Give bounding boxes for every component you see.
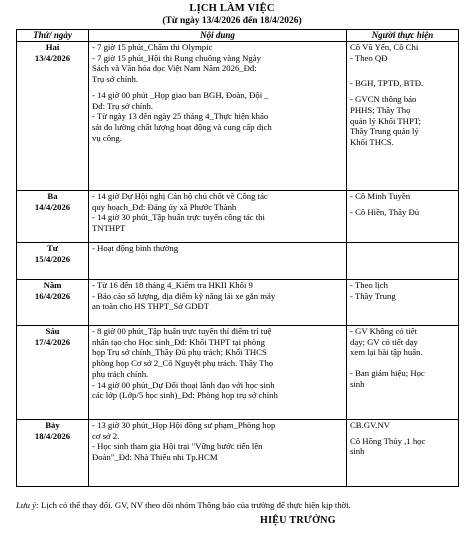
content-cell-line: Trụ sở chính. xyxy=(92,74,139,85)
people-cell-line: - GV Không có tiết xyxy=(350,326,417,336)
content-cell-line: các lớp (Lớp/5 học sinh)_Đđ: Phòng họp trụ sở chính xyxy=(92,390,278,401)
people-cell-line: PHHS; Thầy Thọ xyxy=(350,104,411,115)
content-cell-line: TNTHPT xyxy=(92,223,126,234)
content-cell-line: - Từ ngày 13 đến ngày 25 tháng 4_Thực hiện khảo xyxy=(92,111,269,122)
page-title: LỊCH LÀM VIỆC xyxy=(189,3,275,14)
note-label: Lưu ý: xyxy=(16,500,39,510)
table-row xyxy=(17,280,459,326)
people-cell-line: dạy; GV có tiết dạy xyxy=(350,336,418,347)
people-cell xyxy=(347,42,459,191)
content-cell xyxy=(89,191,347,243)
day-name: Ba xyxy=(47,191,58,201)
people-cell xyxy=(347,191,459,243)
day-date: 13/4/2026 xyxy=(34,52,71,63)
content-cell-line: - 14 giờ 00 phút_Dự Đối thoại lãnh đạo với học sinh xyxy=(92,379,275,390)
people-cell-line: - Thầy Trung xyxy=(350,290,396,301)
table-header-row xyxy=(17,30,459,42)
people-cell xyxy=(347,326,459,420)
people-cell-line: xem lại bài tập huấn. xyxy=(350,347,423,358)
people-cell-line: Thầy Trung quản lý xyxy=(350,126,419,137)
people-cell xyxy=(347,243,459,280)
table-row xyxy=(17,191,459,243)
people-cell-line: Khối THCS. xyxy=(350,136,394,147)
table-row xyxy=(17,243,459,280)
people-cell-line: - BGH, TPTĐ, BTĐ. xyxy=(350,78,424,89)
content-cell-line: Sách và Văn hóa đọc Việt Nam Năm 2026_Đđ: xyxy=(92,63,257,74)
people-cell-line: - Theo lịch xyxy=(350,280,388,290)
day-cell xyxy=(17,191,89,243)
column-header-people: Người thực hiện xyxy=(347,30,459,42)
content-cell xyxy=(89,326,347,420)
table-row xyxy=(17,420,459,487)
day-cell xyxy=(17,326,89,420)
day-date: 14/4/2026 xyxy=(34,201,71,212)
people-cell xyxy=(347,420,459,487)
content-cell-line: vụ công. xyxy=(92,132,122,143)
content-cell-line: Đoàn"_Đđ: Nhà Thiếu nhi Tp.HCM xyxy=(92,452,218,463)
day-name: Bảy xyxy=(45,420,60,430)
column-header-day: Thứ/ ngày xyxy=(17,30,89,42)
people-cell-line: sinh xyxy=(350,378,365,389)
content-cell-line: - Học sinh tham gia Hội trại "Vững bước tiến lên xyxy=(92,441,263,452)
day-cell xyxy=(17,280,89,326)
people-cell xyxy=(347,280,459,326)
people-cell-line: - GVCN thông báo xyxy=(350,94,417,105)
content-cell-line: - 7 giờ 15 phút_Chấm thi Olympic xyxy=(92,42,213,52)
note xyxy=(16,500,351,510)
content-cell-line: - 14 giờ 00 phút _Họp giao ban BGH, Đoàn, Đội _ xyxy=(92,89,269,100)
day-name: Năm xyxy=(43,280,62,290)
content-cell-line: sát đo lường chất lượng hoạt động và cung cấp dịch xyxy=(92,121,272,132)
day-cell xyxy=(17,42,89,191)
content-cell-line: nhân tạo cho Học sinh_Đđ: Khối THPT tại phòng xyxy=(92,336,265,347)
content-cell-line: Đđ: Trụ sở chính. xyxy=(92,100,154,111)
content-cell-line: phòng họp Cơ sở 2_Cô Nguyệt phụ trách. Thầy Thọ xyxy=(92,358,274,369)
people-cell-line: Cô Vũ Yến, Cô Chi xyxy=(350,42,419,52)
note-text: Lịch có thể thay đổi. GV, NV theo dõi nhóm Thông báo của trường để thực hiện kịp thời. xyxy=(38,500,351,510)
content-cell xyxy=(89,243,347,280)
column-header-content: Nội dung xyxy=(89,30,347,42)
day-date: 15/4/2026 xyxy=(34,253,71,264)
content-cell-line: - 14 giờ Dự Hội nghị Cán bộ chủ chốt về Công tác xyxy=(92,191,268,201)
schedule-table xyxy=(16,29,459,487)
people-cell-line: quản lý Khối THPT; xyxy=(350,115,422,126)
content-cell-line: - 8 giờ 00 phút_Tập huấn trực tuyến thí điểm trí tuệ xyxy=(92,326,272,336)
day-name: Hai xyxy=(45,42,60,52)
content-cell xyxy=(89,420,347,487)
content-cell-line: - 7 giờ 15 phút_Hội thi Rung chuông vàng Ngày xyxy=(92,52,261,63)
table-row xyxy=(17,42,459,191)
people-cell-line: - Cô Hiền, Thầy Đủ xyxy=(350,206,420,217)
content-cell-line: - Từ 16 đến 18 tháng 4_Kiểm tra HKII Khối 9 xyxy=(92,280,253,290)
content-cell-line: họp Trụ sở chính_Thầy Đủ phụ trách; Khối THCS xyxy=(92,347,267,358)
content-cell-line: phụ trách chính. xyxy=(92,368,149,379)
day-date: 18/4/2026 xyxy=(34,430,71,441)
content-cell xyxy=(89,42,347,191)
content-cell-line: - Báo cáo số lượng, địa điểm kỹ năng lái xe gắn máy xyxy=(92,290,276,301)
content-cell-line: quy hoạch_Đđ: Đảng ủy xã Phước Thành xyxy=(92,201,237,212)
people-cell-line: sinh xyxy=(350,446,365,457)
people-cell-line: Cô Hồng Thủy ,1 học xyxy=(350,435,426,446)
people-cell-line: - Ban giám hiệu; Học xyxy=(350,368,425,379)
content-cell-line: an toàn cho HS THPT_Sở GDĐT xyxy=(92,301,210,312)
content-cell-line: - 13 giờ 30 phút_Họp Hội đồng sư phạm_Phòng họp xyxy=(92,420,276,430)
content-cell-line: cơ sở 2. xyxy=(92,430,120,441)
table-row xyxy=(17,326,459,420)
day-cell xyxy=(17,420,89,487)
day-name: Tư xyxy=(46,243,58,253)
people-cell-line: - Theo QĐ xyxy=(350,52,388,63)
day-date: 17/4/2026 xyxy=(34,336,71,347)
day-date: 16/4/2026 xyxy=(34,290,71,301)
content-cell-line: - Hoạt động bình thường xyxy=(92,243,179,253)
signature-title: HIỆU TRƯỞNG xyxy=(260,515,336,526)
day-name: Sáu xyxy=(45,326,60,336)
day-cell xyxy=(17,243,89,280)
page-subtitle: (Từ ngày 13/4/2026 đến 18/4/2026) xyxy=(162,16,302,26)
content-cell xyxy=(89,280,347,326)
people-cell-line: CB.GV.NV xyxy=(350,420,390,430)
people-cell-line: - Cô Minh Tuyền xyxy=(350,191,411,201)
content-cell-line: - 14 giờ 30 phút_Tập huấn trực tuyến công tác thi xyxy=(92,212,265,223)
